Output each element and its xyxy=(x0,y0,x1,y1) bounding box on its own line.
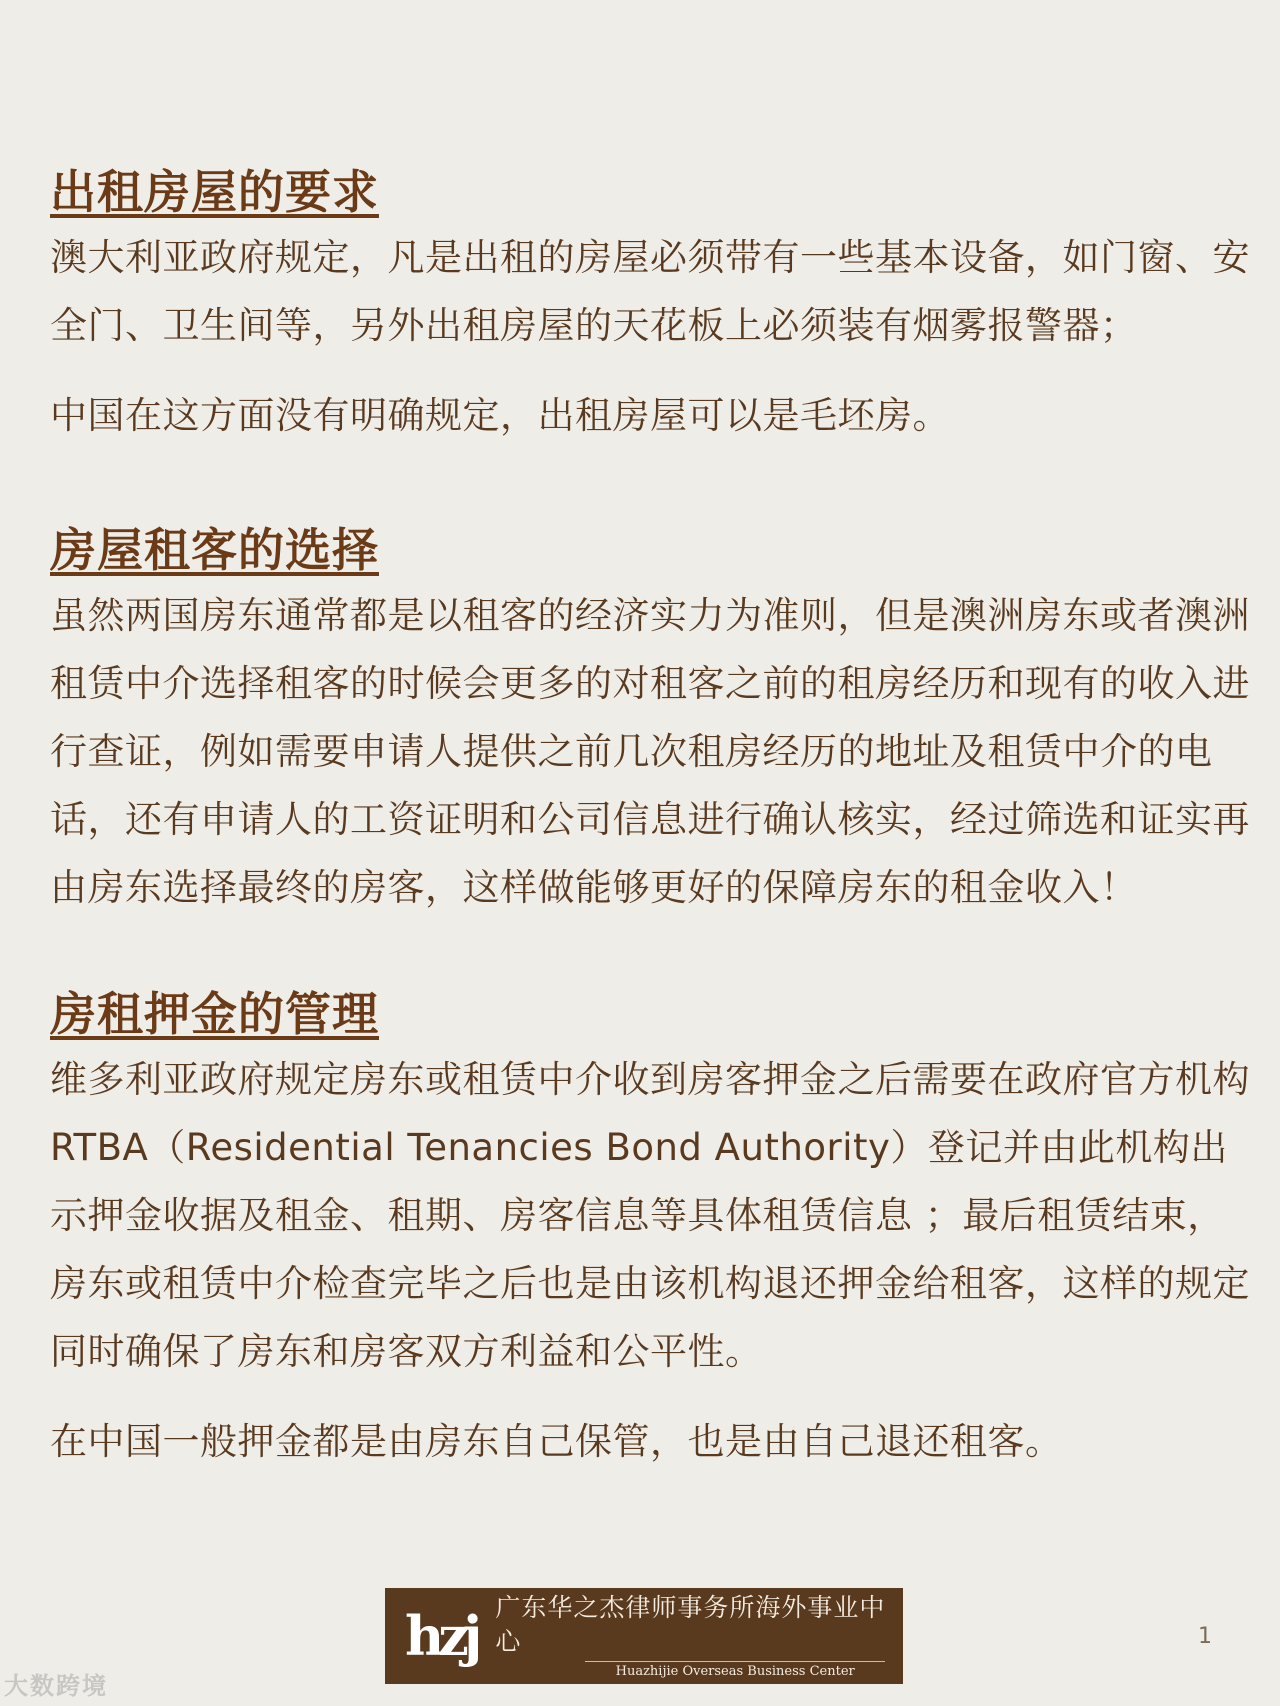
hzj-logo-icon: hzj xyxy=(405,1604,477,1668)
paragraph: 在中国一般押金都是由房东自己保管，也是由自己退还租客。 xyxy=(50,1420,1063,1463)
section-heading: 房租押金的管理 xyxy=(50,987,379,1041)
section-heading: 出租房屋的要求 xyxy=(50,165,379,219)
firm-name-en: Huazhijie Overseas Business Center xyxy=(585,1661,885,1682)
section-tenant-selection xyxy=(50,518,1250,922)
page-number: 1 xyxy=(1198,1624,1212,1649)
paragraph: 维多利亚政府规定房东或租赁中介收到房客押金之后需要在政府官方机构RTBA（Residential Tenancies Bond Authority）登记并由此机构出示押金收据及租金、租期、房客信息等具体租赁信息 ；最后租赁结束，房东或租赁中介检查完毕之后也是由该机构退还押金给租客，这样的规定同时确保了房东和房客双方利益和公平性。 xyxy=(50,1058,1250,1373)
watermark: 大数跨境 xyxy=(4,1672,108,1700)
section-heading: 房屋租客的选择 xyxy=(50,523,379,577)
logo-text xyxy=(495,1591,903,1682)
firm-name-cn: 广东华之杰律师事务所海外事业中心 xyxy=(495,1592,886,1656)
firm-logo xyxy=(385,1588,903,1684)
section-rental-requirements xyxy=(50,160,1250,450)
paragraph: 虽然两国房东通常都是以租客的经济实力为准则，但是澳洲房东或者澳洲租赁中介选择租客的时候会更多的对租客之前的租房经历和现有的收入进行查证，例如需要申请人提供之前几次租房经历的地址及租赁中介的电话，还有申请人的工资证明和公司信息进行确认核实，经过筛选和证实再由房东选择最终的房客，这样做能够更好的保障房东的租金收入！ xyxy=(50,594,1250,909)
section-deposit-management xyxy=(50,982,1250,1476)
paragraph: 澳大利亚政府规定，凡是出租的房屋必须带有一些基本设备，如门窗、安全门、卫生间等，另外出租房屋的天花板上必须装有烟雾报警器； xyxy=(50,236,1250,347)
paragraph: 中国在这方面没有明确规定，出租房屋可以是毛坯房。 xyxy=(50,394,950,437)
